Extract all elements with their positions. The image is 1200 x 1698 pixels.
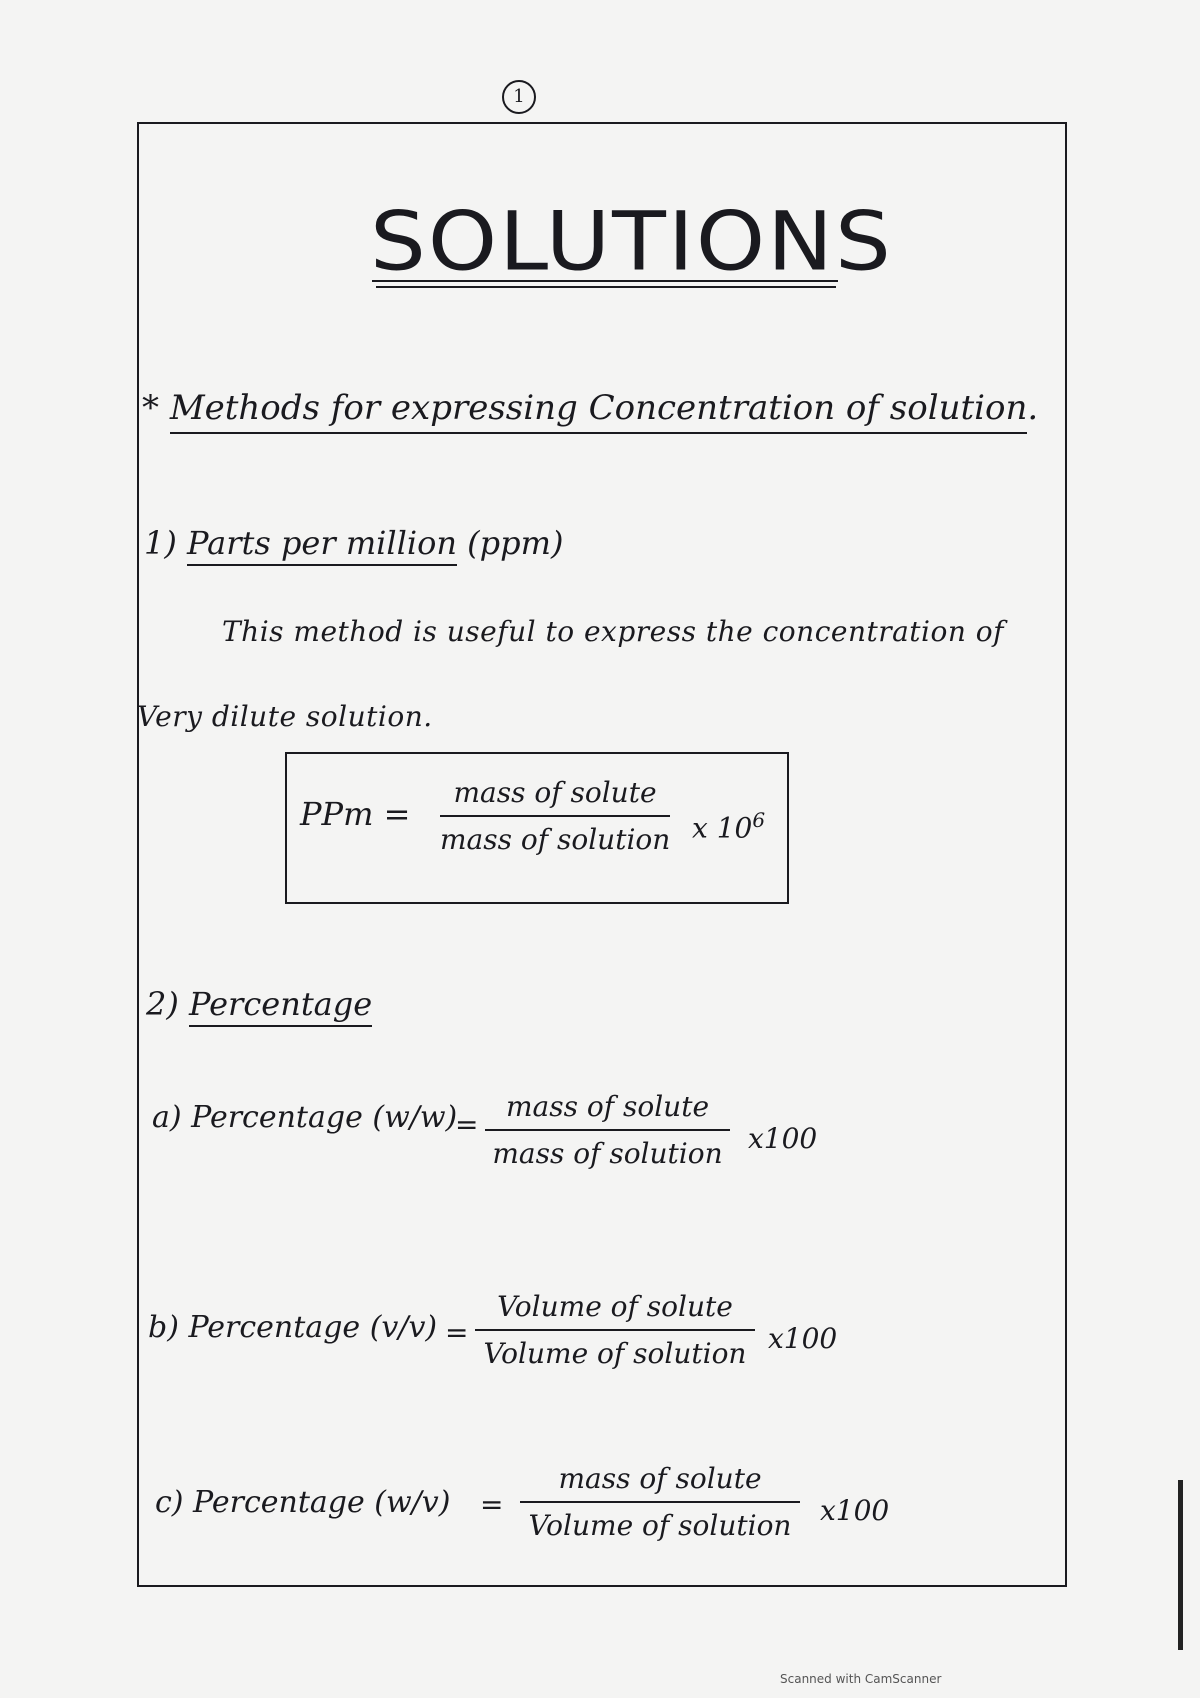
percentage-ww-multiplier: x100 (748, 1122, 818, 1155)
title-underline (372, 280, 838, 282)
scan-edge-mark (1178, 1480, 1183, 1650)
percentage-vv-numerator: Volume of solute (497, 1290, 733, 1323)
percentage-wv-fraction-bar (520, 1501, 800, 1503)
section2-title (146, 985, 372, 1023)
percentage-ww-fraction-bar (485, 1129, 730, 1131)
percentage-wv-fraction (520, 1462, 800, 1542)
percentage-vv-multiplier: x100 (768, 1322, 838, 1355)
section1-title (144, 524, 563, 562)
section2-title-text: Percentage (189, 985, 372, 1027)
ppm-numerator: mass of solute (453, 776, 657, 809)
percentage-wv-numerator: mass of solute (558, 1462, 762, 1495)
ppm-fraction (440, 776, 670, 856)
ppm-denominator: mass of solution (440, 823, 671, 856)
section-heading (142, 388, 1038, 428)
scanner-watermark: Scanned with CamScanner (780, 1672, 942, 1686)
percentage-ww-fraction (485, 1090, 730, 1170)
heading-end: . (1027, 388, 1039, 428)
ppm-lhs: PPm = (300, 795, 411, 833)
section1-abbr: (ppm) (467, 524, 564, 562)
ppm-multiplier-base: x 10 (692, 811, 753, 845)
ppm-fraction-bar (440, 815, 670, 817)
section1-title-text: Parts per million (187, 524, 457, 566)
section1-number: 1) (144, 524, 177, 562)
percentage-wv-multiplier: x100 (820, 1494, 890, 1527)
percentage-vv-fraction (475, 1290, 755, 1370)
percentage-ww-label: a) Percentage (w/w) (152, 1100, 458, 1135)
percentage-vv-equals: = (445, 1316, 469, 1349)
percentage-vv-fraction-bar (475, 1329, 755, 1331)
title-underline-2 (376, 286, 836, 288)
ppm-exponent: 6 (752, 808, 766, 832)
ppm-multiplier (692, 808, 765, 844)
heading-bullet: * (142, 388, 159, 428)
percentage-ww-numerator: mass of solute (505, 1090, 710, 1123)
page-title: SOLUTIONS (370, 194, 893, 289)
percentage-wv-denominator: Volume of solution (528, 1509, 792, 1542)
percentage-vv-denominator: Volume of solution (483, 1337, 747, 1370)
percentage-wv-label: c) Percentage (w/v) (155, 1485, 451, 1520)
section1-description-line2: Very dilute solution. (137, 700, 433, 733)
percentage-ww-denominator: mass of solution (492, 1137, 723, 1170)
section1-description-line1: This method is useful to express the concentration of (222, 615, 1005, 648)
heading-text: Methods for expressing Concentration of solution (170, 388, 1028, 434)
percentage-vv-label: b) Percentage (v/v) (148, 1310, 438, 1345)
page-number: 1 (502, 80, 536, 114)
section2-number: 2) (146, 985, 179, 1023)
percentage-wv-equals: = (480, 1488, 504, 1521)
percentage-ww-equals: = (455, 1108, 479, 1141)
